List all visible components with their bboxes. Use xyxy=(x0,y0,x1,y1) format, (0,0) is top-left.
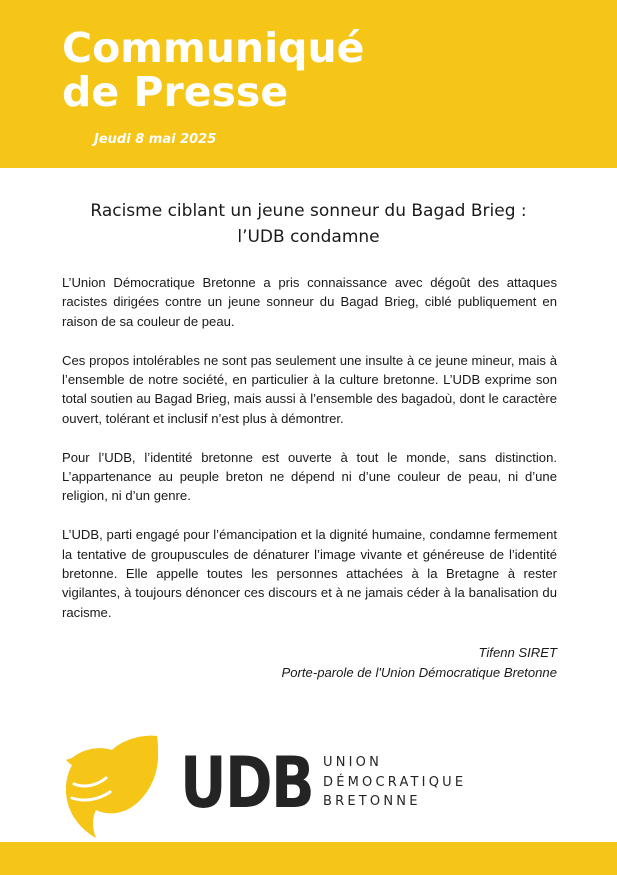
logo-word-democratique: DÉMOCRATIQUE xyxy=(323,774,467,790)
logo-wordmark xyxy=(323,753,466,812)
signatory-role: Porte-parole de l'Union Démocratique Bretonne xyxy=(281,665,557,680)
headline-line-1: Racisme ciblant un jeune sonneur du Bagad Brieg : xyxy=(90,201,527,221)
header-banner xyxy=(0,0,617,168)
body-text xyxy=(62,273,557,642)
title-line-2: de Presse xyxy=(62,68,289,116)
headline xyxy=(40,198,577,250)
publication-date: Jeudi 8 mai 2025 xyxy=(94,132,217,147)
signatory-name: Tifenn SIRET xyxy=(478,645,557,660)
title-line-1: Communiqué xyxy=(62,24,365,72)
paragraph: Ces propos intolérables ne sont pas seulement une insulte à ce jeune mineur, mais à l’ensemble de notre société, en particulier à la culture bretonne. L’UDB exprime son total soutien au Bagad Brieg, mais aussi à l’ensemble des bagadoù, dont le caractère ouvert, tolérant et inclusif n’est plus à démontrer. xyxy=(62,352,557,426)
logo-word-union: UNION xyxy=(323,755,383,770)
headline-line-2: l’UDB condamne xyxy=(237,227,380,247)
page-title xyxy=(62,26,364,114)
dove-icon xyxy=(62,732,164,840)
logo-word-bretonne: BRETONNE xyxy=(323,794,421,809)
logo-udb: UDB xyxy=(180,742,314,824)
footer-bar xyxy=(0,842,617,875)
signature xyxy=(282,643,557,683)
paragraph: Pour l’UDB, l’identité bretonne est ouverte à tout le monde, sans distinction. L’appartenance au peuple breton ne dépend ni d’une couleur de peau, ni d’une religion, ni d’un genre. xyxy=(62,449,557,504)
paragraph: L’UDB, parti engagé pour l’émancipation et la dignité humaine, condamne fermement la tentative de groupuscules de dénaturer l’image vivante et généreuse de l’identité bretonne. Elle appelle toutes les personnes attachées à la Bretagne à rester vigilantes, à toujours dénoncer ces discours et à ne jamais céder à la banalisation du racisme. xyxy=(62,527,557,620)
paragraph: L’Union Démocratique Bretonne a pris connaissance avec dégoût des attaques racistes dirigées contre un jeune sonneur du Bagad Brieg, ciblé publiquement en raison de sa couleur de peau. xyxy=(62,275,557,329)
